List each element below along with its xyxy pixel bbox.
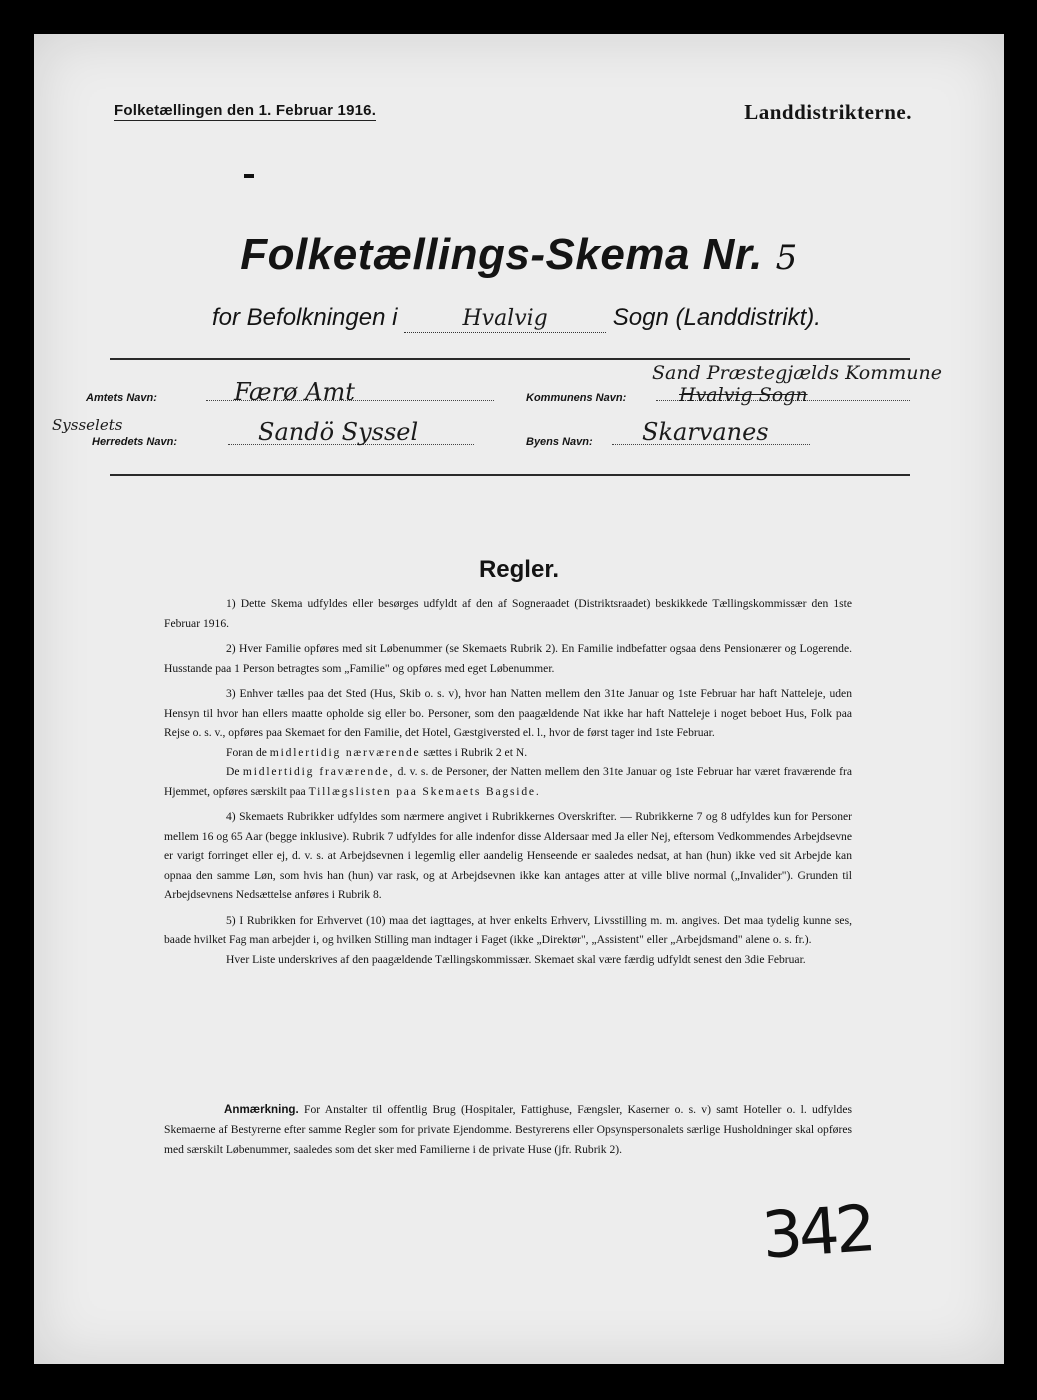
form-number: 5	[775, 238, 798, 278]
divider-top	[110, 358, 910, 360]
parish-line	[212, 304, 821, 333]
rule-3b-suffix: sættes i Rubrik 2 et N.	[423, 745, 528, 759]
rule-3b-emphasis: midlertidig nærværende	[269, 745, 421, 759]
rule-3b-prefix: Foran de	[226, 745, 267, 759]
census-form-page	[34, 34, 1004, 1364]
rule-3c-prefix: De	[226, 765, 240, 778]
district-label: Herredets Navn:	[92, 436, 177, 448]
remark	[164, 1100, 852, 1160]
county-label: Amtets Navn:	[86, 392, 157, 404]
form-title	[34, 230, 1004, 280]
census-date-header: Folketællingen den 1. Februar 1916.	[114, 102, 377, 119]
rule-3c	[164, 762, 852, 801]
parish-field[interactable]	[404, 304, 606, 333]
municipality-value-correction: Sand Præstegjælds Kommune	[652, 362, 942, 384]
rule-3c-text: d. v. s. de Personer, der Natten mellem den 31te Januar og 1ste Februar har været fraværende fra Hjemmet, opføres særskilt paa	[164, 765, 852, 798]
town-label: Byens Navn:	[526, 436, 593, 448]
rule-3c-emphasis: midlertidig fraværende,	[242, 765, 395, 778]
ink-mark	[244, 174, 254, 178]
page-number-handwritten: 342	[759, 1192, 875, 1274]
district-type-header: Landdistrikterne.	[744, 100, 912, 124]
parish-value: Hvalvig	[462, 306, 548, 331]
rule-1: 1) Dette Skema udfyldes eller besørges udfyldt af den af Sogneraadet (Distriktsraadet) beskikkede Tællingskommissær den 1ste Februar 1916.	[164, 597, 852, 630]
town-value: Skarvanes	[642, 418, 769, 446]
municipality-label: Kommunens Navn:	[526, 392, 627, 404]
parish-prefix: for Befolkningen i	[212, 304, 398, 331]
district-value: Sandö Syssel	[258, 418, 419, 446]
rules-heading: Regler.	[478, 556, 560, 583]
rule-2: 2) Hver Familie opføres med sit Løbenummer (se Skemaets Rubrik 2). En Familie indbefatter ogsaa dens Pensionærer og Logerende. Husstande paa 1 Person betragtes som „Familie" og opføres med eget Løbenummer.	[164, 642, 852, 675]
remark-text: For Anstalter til offentlig Brug (Hospitaler, Fattighuse, Fængsler, Kaserner o. s. v) samt Hoteller o. l. udfyldes Skemaerne af Bestyrerne efter samme Regler som for private Ejendomme. Bestyrerens eller Opsynspersonalets særlige Husholdninger skal opføres med særskilt Løbenummer, saaledes som det sker med Familierne i de private Huse (jfr. Rubrik 2).	[164, 1103, 852, 1156]
rule-6: Hver Liste underskrives af den paagældende Tællingskommissær. Skemaet skal være færdig udfyldt senest den 3die Februar.	[226, 952, 806, 966]
parish-suffix: Sogn (Landdistrikt).	[612, 304, 821, 331]
rule-3: 3) Enhver tælles paa det Sted (Hus, Skib o. s. v), hvor han Natten mellem den 31te Januar og 1ste Februar har haft Natteleje, uden Hensyn til hvor han ellers maatte opholde sig eller bo. Personer, som den paagældende Nat ikke har haft Natteleje i noget beboet Hus, Folk paa Rejse o. s. v., opføres paa Skemaet for den Familie, det Hotel, Gæstgiversted el. l., hvor de først tager ind 1ste Februar.	[164, 687, 852, 739]
municipality-value-struck: Hvalvig Sogn	[679, 384, 808, 406]
county-value: Færø Amt	[234, 378, 355, 406]
rule-4: 4) Skemaets Rubrikker udfyldes som nærmere angivet i Rubrikkernes Overskrifter. — Rubrikkerne 7 og 8 udfyldes kun for Personer mellem 16 og 65 Aar (begge inklusive). Rubrik 7 udfyldes for alle indenfor disse Aldersaar med Ja eller Nej, eftersom Vedkommendes Arbejdsevne er varigt forringet eller ej, d. v. s. at Arbejdsevnen i legemlig eller aandelig Henseende er saaledes nedsat, at han (hun) ikke ved sit Arbejde kan opnaa den samme Løn, som hvis han (hun) var rask, og at Arbejdsevnen ikke kan antages atter at ville blive normal („Invalider"). Grunden til Arbejdsevnens Nedsættelse anføres i Rubrik 8.	[164, 810, 852, 901]
rules-body	[164, 594, 852, 975]
form-title-text: Folketællings-Skema Nr.	[240, 230, 763, 279]
remark-label: Anmærkning.	[224, 1103, 299, 1116]
rule-3b	[164, 743, 852, 763]
rule-3c-emphasis-2: Tillægslisten paa Skemaets Bagside.	[308, 784, 541, 798]
rule-5: 5) I Rubrikken for Erhvervet (10) maa det iagttages, at hver enkelts Erhverv, Livsstilling m. m. angives. Det maa tydelig kunne ses, baade hvilket Fag man arbejder i, og hvilken Stilling man indtager i Faget (ikke „Direktør", „Assistent" eller „Arbejdsmand" alene o. s. fr.).	[164, 913, 852, 946]
divider-bottom	[110, 474, 910, 476]
district-type-handwritten: Sysselets	[52, 416, 123, 434]
